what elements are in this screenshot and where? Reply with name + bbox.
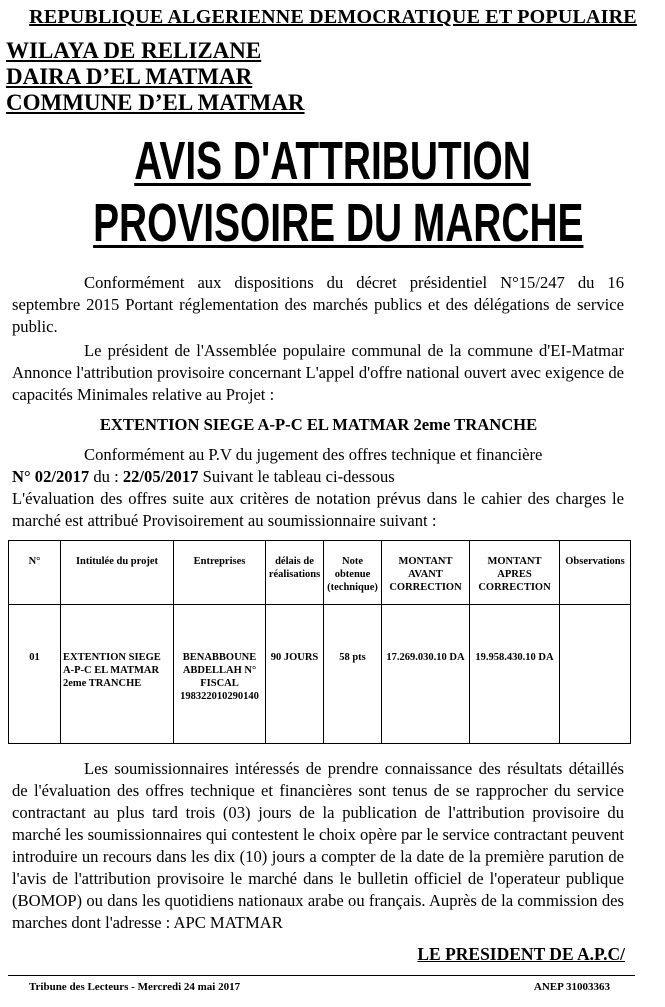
pv-du: du :	[89, 467, 123, 486]
title-line-2: PROVISOIRE DU MARCHE	[93, 193, 584, 253]
header-num: N°	[9, 541, 61, 605]
pv-suffix: Suivant le tableau ci-dessous	[198, 467, 395, 486]
attribution-table	[8, 540, 631, 744]
pv-number: N° 02/2017	[12, 467, 90, 486]
paragraph-president: Le président de l'Assemblée populaire communal de la commune d'EI-Matmar Annonce l'attribution provisoire concernant L'appel d'offre national ouvert avec exigence de capacités Minimales relative au Projet :	[12, 341, 624, 404]
paragraph-pv	[12, 444, 624, 488]
paragraph-evaluation: L'évaluation des offres suite aux critères de notation prévus dans le cahier des charges le marché est attribué Provisoirement au soumissionnaire suivant :	[12, 489, 624, 530]
daira-line: DAIRA D’EL MATMAR	[6, 64, 253, 89]
cell-intitule: EXTENTION SIEGE A-P-C EL MATMAR 2eme TRANCHE	[61, 605, 174, 744]
footer-publication: Tribune des Lecteurs - Mercredi 24 mai 2017	[26, 981, 243, 993]
commune-line: COMMUNE D’EL MATMAR	[6, 90, 305, 115]
table-header-row	[9, 541, 631, 605]
header-montant-avant: MONTANT AVANT CORRECTION	[382, 541, 470, 605]
footer-anep-ref: ANEP 31003363	[531, 981, 613, 993]
header-note: Note obtenue (technique)	[324, 541, 382, 605]
wilaya-line: WILAYA DE RELIZANE	[6, 38, 262, 63]
pv-intro: Conformément au P.V du jugement des offres technique et financière	[84, 445, 543, 464]
paragraph-decree: Conformément aux dispositions du décret présidentiel N°15/247 du 16 septembre 2015 Portant réglementation des marchés publics et des délégations de service public.	[12, 273, 624, 336]
cell-montant-avant: 17.269.030.10 DA	[382, 605, 470, 744]
republique-header: REPUBLIQUE ALGERIENNE DEMOCRATIQUE ET POPULAIRE	[29, 6, 637, 28]
cell-note: 58 pts	[324, 605, 382, 744]
header-montant-apres: MONTANT APRES CORRECTION	[470, 541, 560, 605]
cell-delais: 90 JOURS	[266, 605, 324, 744]
title-line-1: AVIS D'ATTRIBUTION	[134, 131, 531, 191]
header-entreprises: Entreprises	[174, 541, 266, 605]
footer-divider	[8, 975, 635, 976]
pv-date: 22/05/2017	[122, 467, 199, 486]
table-row	[9, 605, 631, 744]
cell-entreprise: BENABBOUNE ABDELLAH N° FISCAL 198322010290140	[174, 605, 266, 744]
signature: LE PRESIDENT DE A.P.C/	[417, 944, 625, 964]
project-title: EXTENTION SIEGE A-P-C EL MATMAR 2eme TRANCHE	[99, 415, 538, 434]
cell-num: 01	[9, 605, 61, 744]
paragraph-recours: Les soumissionnaires intéressés de prendre connaissance des résultats détaillés de l'évaluation des offres technique et financières sont tenus de se rapprocher du service contractant au plus tard trois (03) jours de la publication de l'attribution provisoire du marché les soumissionnaires qui contestent le choix opère par le service contractant peuvent introduire un recours dans les dix (10) jours a compter de la date de la première parution de l'avis de l'attribution provisoire le marché dans le bulletin officiel de l'operateur publique (BOMOP) ou dans les quotidiens nationaux arabe ou français. Auprès de la commission des marches dont l'adresse : APC MATMAR	[12, 759, 624, 932]
header-intitule: Intitulée du projet	[61, 541, 174, 605]
cell-observations	[560, 605, 631, 744]
header-delais: délais de réalisations	[266, 541, 324, 605]
cell-montant-apres: 19.958.430.10 DA	[470, 605, 560, 744]
header-observations: Observations	[560, 541, 631, 605]
